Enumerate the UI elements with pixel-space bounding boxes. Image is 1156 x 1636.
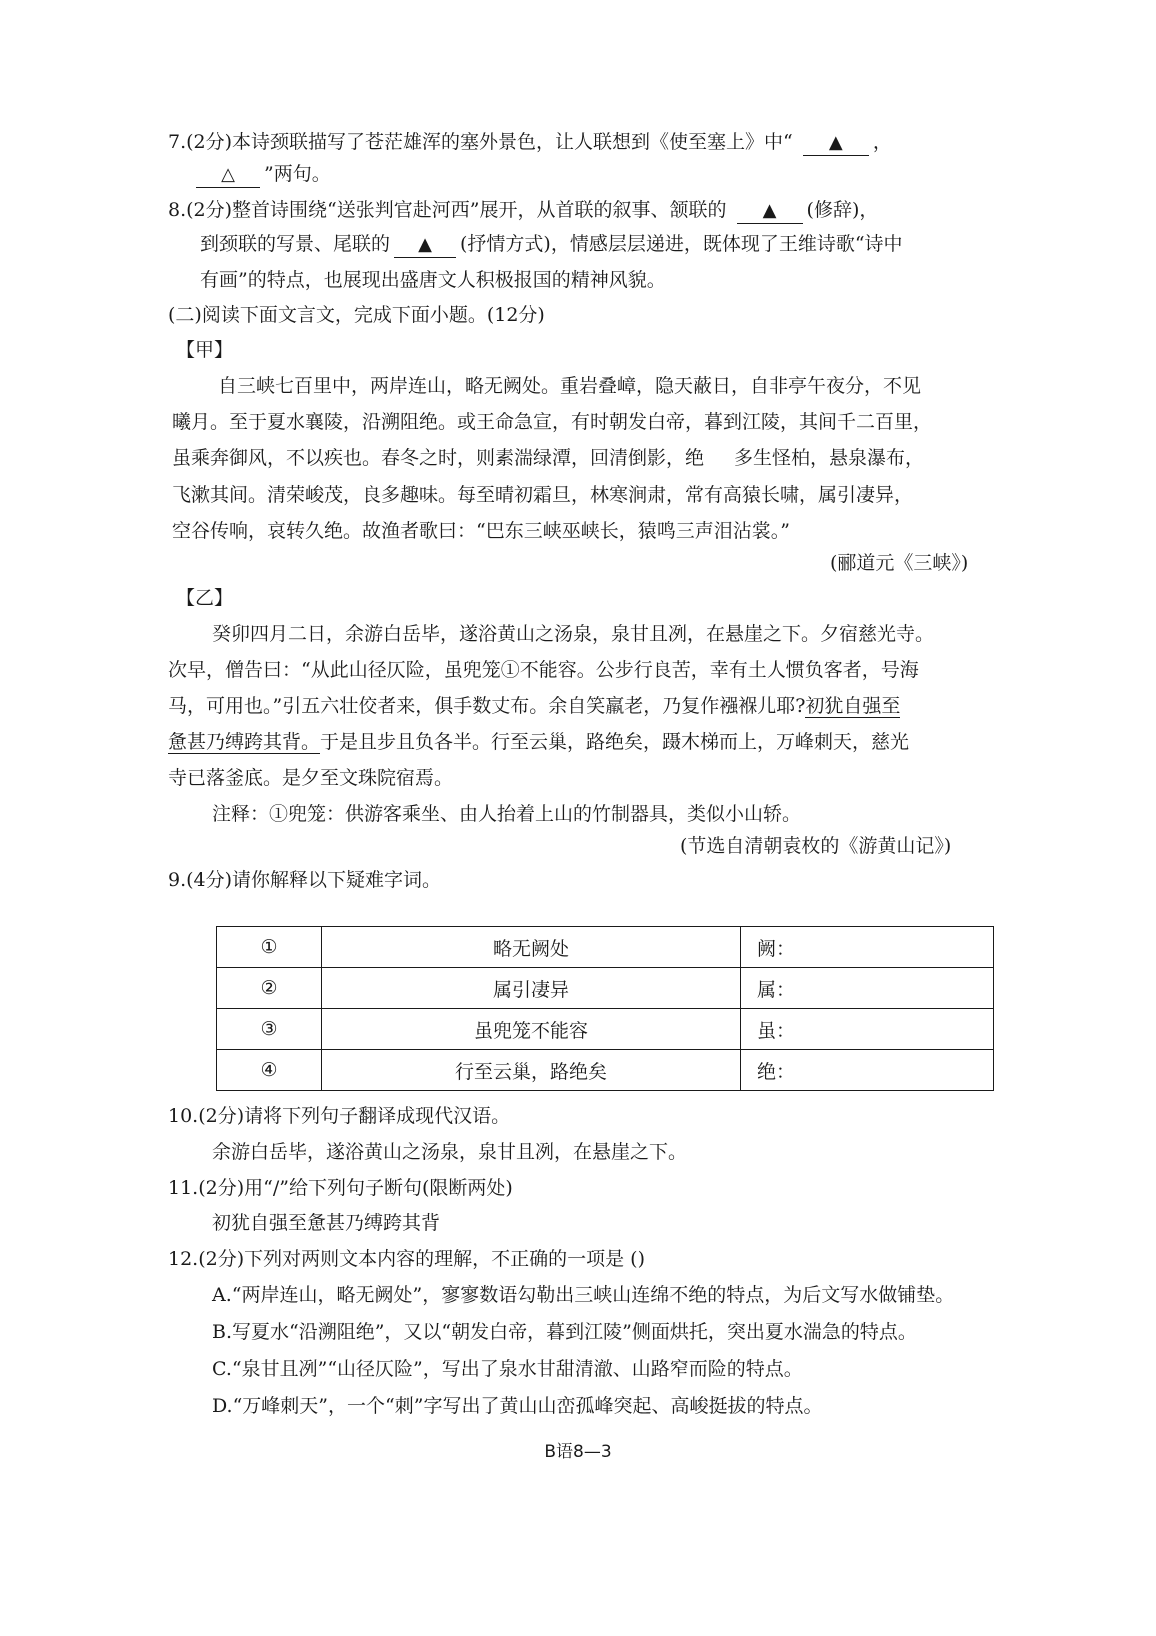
triangle-marker: ▲	[418, 234, 432, 255]
q7-line-1	[168, 128, 892, 156]
passage-yi-line	[168, 692, 900, 720]
q7-punct: ，	[872, 131, 892, 153]
passage-jia-line: 飞漱其间。清荣峻茂，良多趣味。每至晴初霜旦，林寒涧肃，常有高猿长啸，属引凄异，	[172, 484, 914, 506]
q8-text: (抒情方式)，情感层层递进，既体现了王维诗歌“诗中	[460, 233, 903, 255]
passage-jia-line	[172, 444, 924, 472]
option-b[interactable]: B.写夏水“沿溯阻绝”，又以“朝发白帝，暮到江陵”侧面烘托，突出夏水湍急的特点。	[212, 1321, 917, 1343]
q7-text: 7.(2分)本诗颈联描写了苍茫雄浑的塞外景色，让人联想到《使至塞上》中“	[168, 131, 793, 153]
q11-sentence: 初犹自强至惫甚乃缚跨其背	[212, 1212, 441, 1234]
underlined-sentence: 初犹自强至	[805, 695, 901, 717]
row-phrase: 行至云巢，路绝矣	[322, 1050, 741, 1091]
table-row	[217, 968, 994, 1009]
q7-text: ”两句。	[264, 163, 331, 185]
page-footer: B语8—3	[544, 1442, 612, 1462]
row-phrase: 略无阙处	[322, 927, 741, 968]
q8-line-1	[168, 196, 878, 224]
row-phrase: 虽兜笼不能容	[322, 1009, 741, 1050]
q11-prompt: 11.(2分)用“/”给下列句子断句(限断两处)	[168, 1177, 513, 1199]
underlined-sentence: 惫甚乃缚跨其背。	[168, 731, 321, 753]
passage-yi-source: (节选自清朝袁枚的《游黄山记》)	[680, 835, 952, 857]
answer-blank[interactable]	[196, 162, 260, 188]
row-phrase: 属引凄异	[322, 968, 741, 1009]
answer-blank[interactable]	[803, 130, 869, 156]
q7-line-2	[192, 160, 331, 188]
answer-cell[interactable]: 虽：	[741, 1009, 994, 1050]
answer-blank[interactable]	[737, 198, 803, 224]
option-a[interactable]: A.“两岸连山，略无阙处”，寥寥数语勾勒出三峡山连绵不绝的特点，为后文写水做铺垫。	[212, 1284, 955, 1306]
passage-label-jia: 【甲】	[176, 339, 234, 361]
passage-yi-line: 寺已落釜底。是夕至文珠院宿焉。	[168, 767, 454, 789]
passage-jia-line: 曦月。至于夏水襄陵，沿溯阻绝。或王命急宣，有时朝发白帝，暮到江陵，其间千二百里，	[172, 411, 933, 433]
section-heading: (二)阅读下面文言文，完成下面小题。(12分)	[168, 304, 545, 326]
q8-line-2	[200, 230, 903, 258]
q8-text: 8.(2分)整首诗围绕“送张判官赴河西”展开，从首联的叙事、颔联的	[168, 199, 727, 221]
triangle-marker: ▲	[828, 132, 843, 153]
table-row	[217, 927, 994, 968]
passage-label-yi: 【乙】	[176, 587, 234, 609]
q8-text: 到颈联的写景、尾联的	[200, 233, 391, 255]
q8-text: (修辞)，	[806, 199, 879, 221]
passage-yi-line	[168, 728, 909, 756]
row-number: ④	[217, 1050, 322, 1091]
passage-jia-line: 空谷传响，哀转久绝。故渔者歌曰：“巴东三峡巫峡长，猿鸣三声泪沾裳。”	[172, 520, 790, 542]
passage-jia-text: 多生怪柏，悬泉瀑布，	[734, 447, 925, 469]
triangle-marker: △	[221, 164, 235, 185]
row-number: ③	[217, 1009, 322, 1050]
option-d[interactable]: D.“万峰刺天”，一个“刺”字写出了黄山山峦孤峰突起、高峻挺拔的特点。	[212, 1395, 823, 1417]
answer-blank[interactable]	[394, 232, 456, 258]
table-row	[217, 1050, 994, 1091]
answer-cell[interactable]: 属：	[741, 968, 994, 1009]
passage-yi-text: 马，可用也。”引五六壮佼者来，俱手数丈布。余自笑羸老，乃复作襁褓儿耶?	[168, 695, 806, 717]
passage-yi-text: 于是且步且负各半。行至云巢，路绝矣，蹑木梯而上，万峰刺天，慈光	[320, 731, 910, 753]
answer-cell[interactable]: 绝：	[741, 1050, 994, 1091]
passage-jia-line: 自三峡七百里中，两岸连山，略无阙处。重岩叠嶂，隐天蔽日，自非亭午夜分，不见	[218, 375, 922, 397]
annotation-note: 注释：①兜笼：供游客乘坐、由人抬着上山的竹制器具，类似小山轿。	[212, 803, 802, 825]
q12-prompt: 12.(2分)下列对两则文本内容的理解，不正确的一项是 ()	[168, 1248, 645, 1270]
q10-sentence: 余游白岳毕，遂浴黄山之汤泉，泉甘且冽，在悬崖之下。	[212, 1141, 688, 1163]
passage-yi-line: 次早，僧告曰：“从此山径仄险，虽兜笼①不能容。公步行良苦，幸有土人惯负客者，号海	[168, 659, 919, 681]
answer-cell[interactable]: 阙：	[741, 927, 994, 968]
row-number: ①	[217, 927, 322, 968]
triangle-marker: ▲	[762, 200, 777, 221]
q8-line-3: 有画”的特点，也展现出盛唐文人积极报国的精神风貌。	[200, 269, 666, 291]
table-row	[217, 1009, 994, 1050]
vocab-table	[216, 926, 994, 1091]
passage-yi-line: 癸卯四月二日，余游白岳毕，遂浴黄山之汤泉，泉甘且冽，在悬崖之下。夕宿慈光寺。	[212, 623, 935, 645]
row-number: ②	[217, 968, 322, 1009]
passage-jia-text: 虽乘奔御风，不以疾也。春冬之时，则素湍绿潭，回清倒影，绝	[172, 447, 705, 469]
q9-prompt: 9.(4分)请你解释以下疑难字词。	[168, 869, 442, 891]
q10-prompt: 10.(2分)请将下列句子翻译成现代汉语。	[168, 1105, 511, 1127]
option-c[interactable]: C.“泉甘且冽”“山径仄险”，写出了泉水甘甜清澈、山路窄而险的特点。	[212, 1358, 803, 1380]
passage-jia-source: (郦道元《三峡》)	[830, 552, 969, 574]
